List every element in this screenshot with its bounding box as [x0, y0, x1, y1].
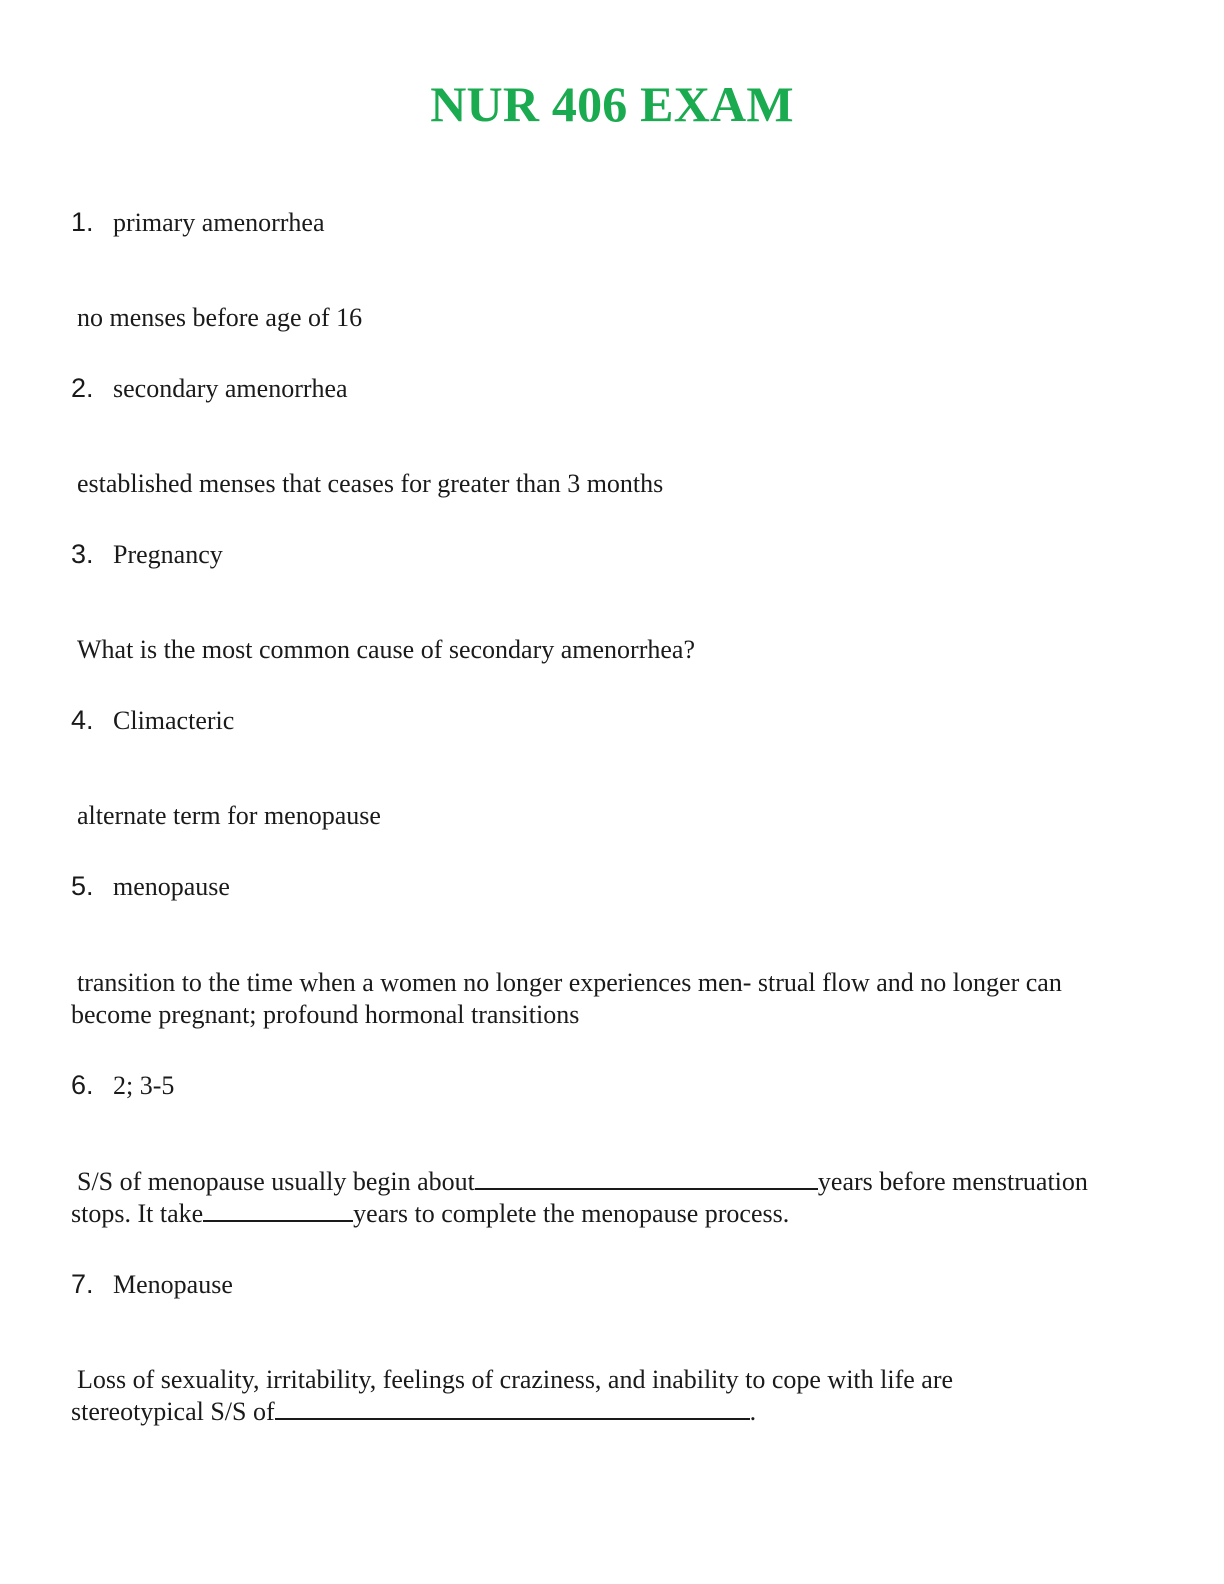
answer-text: Loss of sexuality, irritability, feelings of craziness, and inability to cope with life are — [77, 1365, 954, 1394]
answer-line — [71, 1198, 1146, 1230]
answer-line — [71, 1364, 1146, 1396]
question-term: primary amenorrhea — [113, 208, 325, 237]
answer-5 — [71, 967, 1146, 1031]
question-5 — [71, 869, 230, 904]
answer-text: stops. It take — [71, 1199, 204, 1228]
question-number: 1. — [71, 207, 94, 237]
question-1 — [71, 205, 325, 240]
answer-line — [71, 1396, 1146, 1428]
answer-2 — [71, 468, 1146, 500]
answer-text: years to complete the menopause process. — [353, 1199, 790, 1228]
answer-line — [71, 967, 1146, 999]
answer-3 — [71, 634, 1146, 666]
question-7 — [71, 1267, 233, 1302]
question-term: Pregnancy — [113, 540, 223, 569]
answer-4 — [71, 800, 1146, 832]
question-number: 2. — [71, 373, 94, 403]
answer-line — [71, 999, 1146, 1031]
answer-7 — [71, 1364, 1146, 1428]
answer-text: years before menstruation — [817, 1167, 1088, 1196]
question-number: 7. — [71, 1269, 94, 1299]
question-term: secondary amenorrhea — [113, 374, 348, 403]
question-number: 6. — [71, 1070, 94, 1100]
answer-text: established menses that ceases for greater than 3 months — [77, 469, 664, 498]
answer-text: become pregnant; profound hormonal transitions — [71, 1000, 580, 1029]
question-term: menopause — [113, 872, 230, 901]
answer-text: alternate term for menopause — [77, 801, 381, 830]
question-term: Menopause — [113, 1270, 233, 1299]
fill-in-blank — [275, 1396, 750, 1420]
question-6 — [71, 1068, 174, 1103]
fill-in-blank — [475, 1166, 818, 1190]
page-title: NUR 406 EXAM — [430, 76, 794, 132]
answer-6 — [71, 1166, 1146, 1230]
answer-line — [71, 1166, 1146, 1198]
question-number: 4. — [71, 705, 94, 735]
answer-text: stereotypical S/S of — [71, 1397, 275, 1426]
answer-1 — [71, 302, 1146, 334]
question-number: 3. — [71, 539, 94, 569]
question-4 — [71, 703, 234, 738]
question-term: 2; 3-5 — [113, 1071, 175, 1100]
answer-text: no menses before age of 16 — [77, 303, 363, 332]
question-3 — [71, 537, 223, 572]
question-term: Climacteric — [113, 706, 235, 735]
answer-text: transition to the time when a women no longer experiences men- strual flow and no longer can — [77, 968, 1062, 997]
answer-text: S/S of menopause usually begin about — [77, 1167, 475, 1196]
answer-text: What is the most common cause of secondary amenorrhea? — [77, 635, 695, 664]
question-number: 5. — [71, 871, 94, 901]
fill-in-blank — [203, 1198, 353, 1222]
question-2 — [71, 371, 348, 406]
answer-text: . — [749, 1397, 757, 1426]
